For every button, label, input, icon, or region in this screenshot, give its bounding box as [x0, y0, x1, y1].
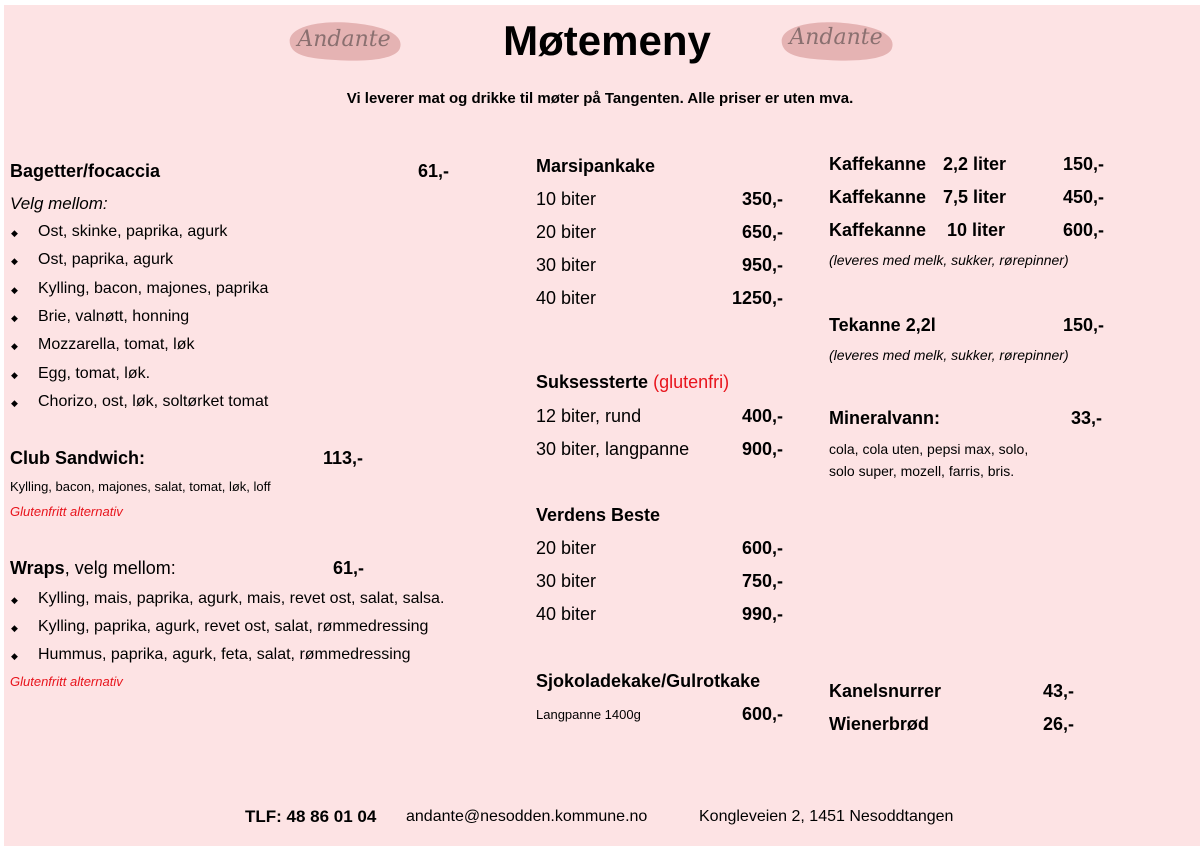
verdens-title: Verdens Beste — [536, 505, 661, 525]
list-item: Mozzarella, tomat, løk — [38, 336, 195, 354]
bullet-icon: ◆ — [11, 256, 18, 267]
list-item: Ost, paprika, agurk — [38, 251, 174, 269]
kaffe-price: 150,- — [1062, 154, 1104, 174]
row-label: 12 biter, rund — [536, 406, 642, 426]
club-desc: Kylling, bacon, majones, salat, tomat, løk, loff — [10, 479, 271, 494]
svg-text:Andante: Andante — [789, 25, 883, 50]
mineral-line2: solo super, mozell, farris, bris. — [829, 463, 1015, 479]
tekanne-note: (leveres med melk, sukker, rørepinner) — [829, 347, 1069, 363]
row-label: 40 biter — [536, 604, 597, 624]
kaffe-size: 10 liter — [947, 220, 1006, 240]
kaffe-label: Kaffekanne — [829, 187, 927, 207]
mineral-line1: cola, cola uten, pepsi max, solo, — [829, 441, 1029, 457]
row-price: 600,- — [741, 538, 783, 558]
wraps-price: 61,- — [333, 558, 365, 578]
bagetter-title: Bagetter/focaccia — [10, 161, 161, 181]
kaffe-price: 600,- — [1062, 220, 1104, 240]
bullet-icon: ◆ — [11, 397, 18, 408]
kanel-price: 43,- — [1042, 681, 1074, 701]
wiener-label: Wienerbrød — [829, 714, 929, 734]
list-item: Kylling, paprika, agurk, revet ost, salat, rømmedressing — [38, 618, 429, 635]
bullet-icon: ◆ — [11, 312, 18, 323]
wiener-price: 26,- — [1042, 714, 1074, 734]
row-label: 40 biter — [536, 288, 597, 308]
tekanne-label: Tekanne 2,2l — [829, 315, 936, 335]
bullet-icon: ◆ — [11, 284, 18, 295]
row-price: 1250,- — [731, 288, 783, 308]
list-item: Egg, tomat, løk. — [38, 364, 151, 382]
bagetter-subtitle: Velg mellom: — [10, 194, 108, 213]
mineral-title: Mineralvann: — [829, 408, 941, 428]
row-price: 950,- — [741, 255, 783, 275]
mineral-price: 33,- — [1070, 408, 1102, 428]
wraps-title — [10, 559, 176, 577]
bullet-icon: ◆ — [11, 341, 18, 352]
row-label: 30 biter, langpanne — [536, 439, 690, 459]
footer-email[interactable]: andante@nesodden.kommune.no — [406, 808, 648, 825]
kaffe-price: 450,- — [1062, 187, 1104, 207]
wraps-title-bold: Wraps — [10, 558, 65, 578]
wraps-title-rest: , velg mellom: — [64, 558, 176, 578]
row-price: 400,- — [741, 406, 783, 426]
row-label: 20 biter — [536, 222, 597, 242]
bullet-icon: ◆ — [11, 228, 18, 238]
bullet-icon: ◆ — [11, 623, 18, 633]
bullet-icon: ◆ — [11, 595, 18, 605]
kaffe-label: Kaffekanne — [829, 220, 927, 240]
list-item: Ost, skinke, paprika, agurk — [38, 223, 228, 240]
bullet-icon: ◆ — [11, 369, 18, 380]
footer-address: Kongleveien 2, 1451 Nesoddtangen — [699, 808, 954, 825]
svg-text:Andante: Andante — [297, 27, 391, 52]
row-price: 900,- — [741, 439, 783, 459]
bullet-icon: ◆ — [11, 651, 18, 661]
list-item: Hummus, paprika, agurk, feta, salat, rømmedressing — [38, 646, 411, 663]
footer-phone: TLF: 48 86 01 04 — [245, 807, 377, 826]
row-label: 30 biter — [536, 255, 597, 275]
sjoko-label: Langpanne 1400g — [536, 707, 641, 722]
kaffe-size: 7,5 liter — [943, 187, 1007, 207]
row-price: 750,- — [741, 571, 783, 591]
suksess-title-text: Suksessterte — [536, 372, 649, 392]
page-title: Møtemeny — [503, 17, 711, 64]
wraps-gluten-note: Glutenfritt alternativ — [10, 674, 123, 689]
list-item: Kylling, bacon, majones, paprika — [38, 279, 269, 297]
bagetter-price: 61,- — [418, 161, 450, 181]
sjoko-title: Sjokoladekake/Gulrotkake — [536, 671, 761, 691]
row-price: 350,- — [741, 189, 783, 209]
club-title: Club Sandwich: — [10, 448, 145, 468]
club-price: 113,- — [323, 448, 364, 468]
tekanne-price: 150,- — [1062, 315, 1104, 335]
row-label: 10 biter — [536, 189, 597, 209]
list-item: Kylling, mais, paprika, agurk, mais, revet ost, salat, salsa. — [38, 590, 445, 607]
marsipan-title: Marsipankake — [536, 156, 656, 176]
sjoko-price: 600,- — [741, 704, 783, 724]
kaffe-size: 2,2 liter — [943, 154, 1007, 174]
suksess-title — [536, 373, 729, 391]
suksess-gluten-note: (glutenfri) — [653, 372, 730, 392]
row-price: 650,- — [741, 222, 783, 242]
kaffe-label: Kaffekanne — [829, 154, 927, 174]
kaffe-note: (leveres med melk, sukker, rørepinner) — [829, 252, 1069, 268]
row-label: 20 biter — [536, 538, 597, 558]
kanel-label: Kanelsnurrer — [829, 681, 942, 701]
list-item: Chorizo, ost, løk, soltørket tomat — [38, 392, 269, 410]
row-price: 990,- — [741, 604, 783, 624]
subtitle: Vi leverer mat og drikke til møter på Tangenten. Alle priser er uten mva. — [346, 90, 854, 107]
row-label: 30 biter — [536, 571, 597, 591]
club-gluten-note: Glutenfritt alternativ — [10, 504, 123, 519]
list-item: Brie, valnøtt, honning — [38, 307, 190, 325]
